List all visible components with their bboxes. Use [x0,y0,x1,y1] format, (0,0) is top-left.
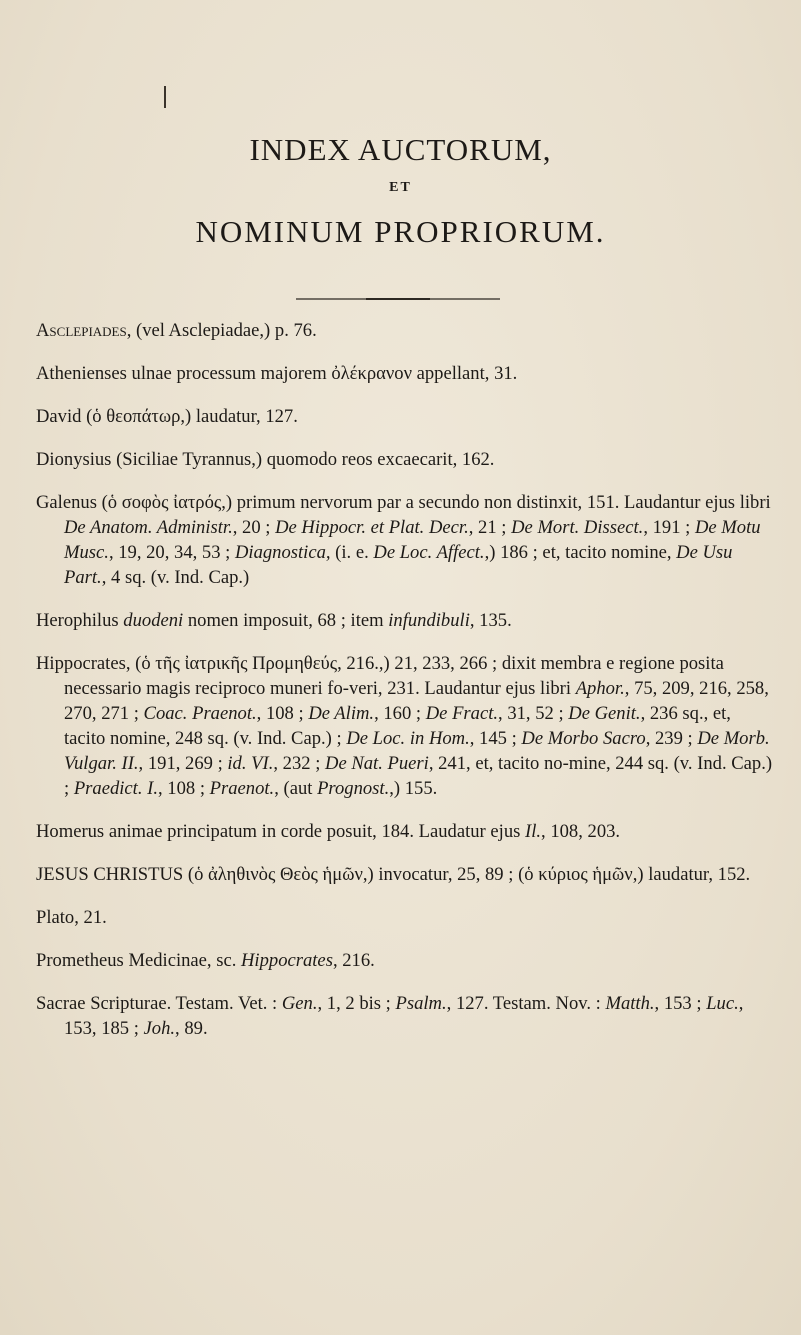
index-entry-dionysius [36,447,776,472]
entry-text: , 232 ; [273,753,326,774]
entry-text: , 191 ; [643,517,695,538]
work-title: De Genit. [568,703,641,724]
index-entries [36,318,776,1059]
entry-text: Medicinae, sc. [123,950,241,971]
work-title: De Hippocr. et Plat. Decr. [275,517,469,538]
work-title: Hippocrates [241,950,333,971]
work-title: De Fract. [425,703,499,724]
work-title: Diagnostica, [234,542,331,563]
work-title: Matth. [605,993,655,1014]
entry-text: (Siciliae Tyrannus,) quomodo reos excaecarit, 162. [111,449,495,470]
entry-headword: Athenienses [36,363,127,384]
index-entry-herophilus [36,608,776,633]
entry-text: , 1, 2 bis ; [317,993,396,1014]
entry-headword: JESUS CHRISTUS [36,864,184,885]
entry-text: (i. e. [330,542,374,563]
index-subtitle: NOMINUM PROPRIORUM. [195,214,606,249]
entry-text: ulnae processum majorem ὀλέκρανον appellant, 31. [126,363,518,384]
ornamental-rule [296,298,500,300]
entry-text: , 20 ; [232,517,276,538]
entry-text: (ὁ ἀληθινὸς Θεὸς ἡμῶν,) invocatur, 25, 89 ; (ὁ κύριος ἡμῶν,) laudatur, 152. [183,864,751,885]
entry-text: , (aut [274,778,318,799]
index-entry-jesus-christus [36,862,776,887]
work-title: De Alim. [308,703,375,724]
entry-text: , 108 ; [158,778,210,799]
entry-headword: Galenus [36,492,97,513]
work-title: id. VI. [227,753,274,774]
entry-text: , 145 ; [469,728,522,749]
work-title: Il. [525,821,542,842]
entry-text: , 216. [332,950,375,971]
entry-text: , 153, 185 ; [64,993,744,1039]
entry-text: , 127. Testam. Nov. : [446,993,606,1014]
entry-text: , 31, 52 ; [498,703,569,724]
margin-mark [164,86,166,108]
work-title: Praenot. [209,778,275,799]
work-title: De Morb. Vulgar. II. [64,728,770,774]
entry-text: 21. [78,907,107,928]
entry-text: , 160 ; [374,703,426,724]
entry-text: , 4 sq. (v. Ind. Cap.) [101,567,250,588]
entry-text: , 19, 20, 34, 53 ; [108,542,235,563]
work-title: Praedict. I. [73,778,158,799]
index-entry-galenus [36,490,776,590]
entry-text: (ὁ θεοπάτωρ,) laudatur, 127. [81,406,298,427]
work-title: De Nat. Pueri [325,753,429,774]
index-entry-asclepiades [36,318,776,343]
work-title: Coac. Praenot. [143,703,257,724]
entry-headword: Sacrae Scripturae. [36,993,172,1014]
entry-headword: Herophilus [36,610,119,631]
index-entry-athenienses [36,361,776,386]
entry-headword: Hippocrates, [36,653,131,674]
work-title: Psalm. [395,993,447,1014]
entry-headword: Prometheus [36,950,124,971]
anatomical-term: duodeni [123,610,184,631]
entry-text: Testam. Vet. : [171,993,282,1014]
entry-headword: Dionysius [36,449,112,470]
entry-headword: Asclepiades, [36,320,132,341]
entry-text: , 75, 209, 216, 258, 270, 271 ; [64,678,769,724]
work-title: De Loc. Affect. [373,542,485,563]
index-entry-sacrae-scripturae [36,991,776,1041]
index-entry-hippocrates [36,651,776,801]
entry-text: , 21 ; [468,517,512,538]
entry-text: (ὁ τῆς ἰατρικῆς Προμηθεύς, 216.,) 21, 233, 266 ; dixit membra e regione posita necessario magis reciproco muneri fo-veri, 231. Laudantur ejus libri [64,653,724,699]
work-title: De Motu Musc. [64,517,761,563]
entry-text: ,) 155. [389,778,438,799]
entry-text: , 89. [175,1018,208,1039]
work-title: De Usu Part. [64,542,733,588]
entry-text: , 108, 203. [541,821,621,842]
work-title: De Mort. Dissect. [511,517,644,538]
entry-text: , 241, et, tacito no-mine, 244 sq. (v. Ind. Cap.) ; [64,753,773,799]
entry-text: animae principatum in corde posuit, 184. Laudatur ejus [104,821,526,842]
index-entry-david [36,404,776,429]
entry-headword: David [36,406,82,427]
index-entry-homerus [36,819,776,844]
entry-text: , 153 ; [654,993,707,1014]
work-title: Luc. [706,993,739,1014]
entry-text: nomen imposuit, 68 ; item [183,610,389,631]
index-entry-prometheus [36,948,776,973]
entry-text: , 236 sq., et, tacito nomine, 248 sq. (v. Ind. Cap.) ; [64,703,731,749]
anatomical-term: infundibuli [388,610,470,631]
entry-text: , 191, 269 ; [138,753,228,774]
work-title: Prognost. [317,778,390,799]
entry-text: ,) 186 ; et, tacito nomine, [484,542,677,563]
entry-text: , 135. [469,610,512,631]
index-entry-plato [36,905,776,930]
entry-text: , 108 ; [256,703,309,724]
work-title: De Anatom. Administr. [64,517,233,538]
work-title: Gen. [281,993,318,1014]
entry-headword: Homerus [36,821,105,842]
index-title-connector: ET [389,180,412,195]
index-title: INDEX AUCTORUM, [249,132,552,167]
work-title: De Morbo Sacro [521,728,646,749]
entry-headword: Plato, [36,907,79,928]
entry-text: (ὁ σοφὸς ἰατρός,) primum nervorum par a secundo non distinxit, 151. Laudantur ejus libri [96,492,771,513]
entry-text: , 239 ; [645,728,698,749]
work-title: De Loc. in Hom. [346,728,470,749]
work-title: Joh. [143,1018,176,1039]
work-title: Aphor. [575,678,625,699]
entry-text: (vel Asclepiadae,) p. 76. [131,320,317,341]
